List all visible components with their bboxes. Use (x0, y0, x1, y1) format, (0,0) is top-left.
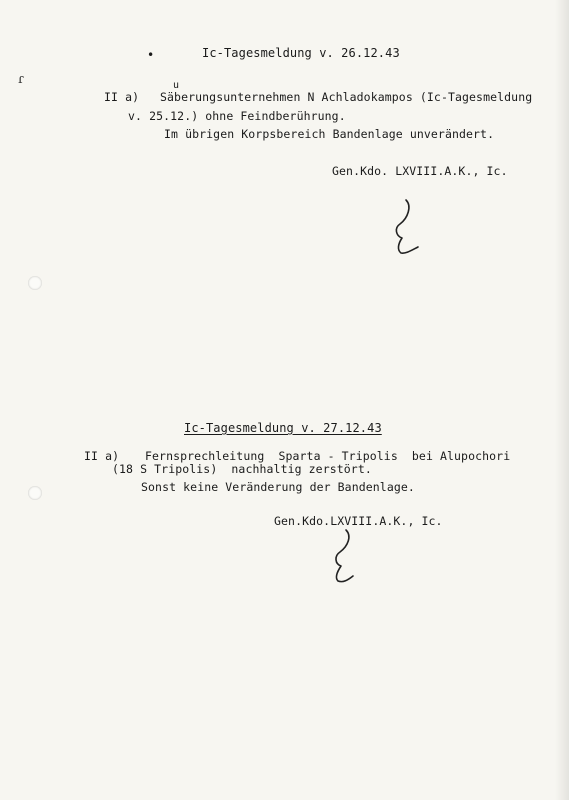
report2-line-2: (18 S Tripolis) nachhaltig zerstört. (112, 462, 372, 476)
stray-dot-mark: • (147, 48, 155, 62)
report2-title: Ic-Tagesmeldung v. 27.12.43 (184, 421, 382, 435)
report1-signature-block: Gen.Kdo. LXVIII.A.K., Ic. (332, 164, 508, 178)
report1-title: Ic-Tagesmeldung v. 26.12.43 (202, 46, 400, 60)
handwritten-initial-signature-2 (326, 528, 364, 584)
report1-correction-mark: u (173, 80, 180, 91)
report1-section-label: II a) (104, 90, 140, 104)
handwritten-initial-signature (388, 198, 428, 256)
report2-section-label: II a) (84, 449, 120, 463)
page-edge-shadow (555, 0, 569, 800)
report2-line-3: Sonst keine Veränderung der Bandenlage. (141, 480, 415, 494)
margin-tick-mark: ɾ (18, 72, 24, 87)
report2-signature-block: Gen.Kdo.LXVIII.A.K., Ic. (274, 514, 443, 528)
report1-line-3: Im übrigen Korpsbereich Bandenlage unverändert. (164, 127, 495, 141)
punch-hole-bottom (28, 486, 42, 500)
report2-line-1: Fernsprechleitung Sparta - Tripolis bei Alupochori (145, 449, 511, 463)
punch-hole-top (28, 276, 42, 290)
report1-line-2: v. 25.12.) ohne Feindberührung. (128, 109, 346, 123)
report1-line-1: Säberungsunternehmen N Achladokampos (Ic-Tagesmeldung (160, 90, 533, 104)
